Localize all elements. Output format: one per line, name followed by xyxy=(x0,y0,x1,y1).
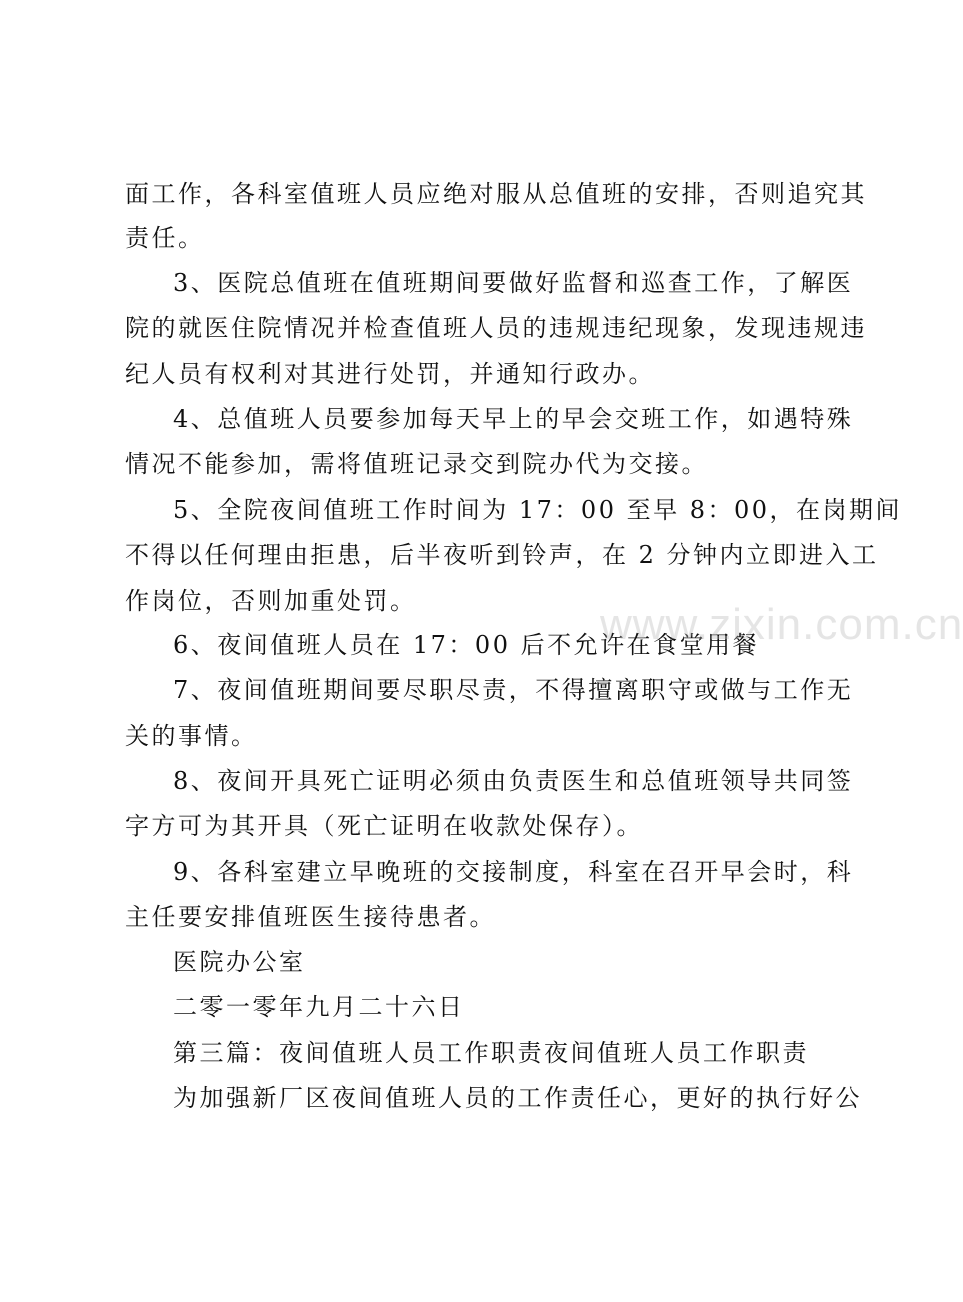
text-line: 3、医院总值班在值班期间要做好监督和巡查工作，了解医 xyxy=(173,269,854,297)
text-line: 责任。 xyxy=(125,224,205,252)
text-line: 院的就医住院情况并检查值班人员的违规违纪现象，发现违规违 xyxy=(125,314,867,342)
text-line: 面工作，各科室值班人员应绝对服从总值班的安排，否则追究其 xyxy=(125,180,867,208)
text-line: 作岗位，否则加重处罚。 xyxy=(125,587,417,615)
text-line: 关的事情。 xyxy=(125,722,258,750)
text-line: 5、全院夜间值班工作时间为 17：00 至早 8：00，在岗期间 xyxy=(173,496,903,524)
text-line: 不得以任何理由拒患，后半夜听到铃声，在 2 分钟内立即进入工 xyxy=(125,541,879,569)
text-line: 8、夜间开具死亡证明必须由负责医生和总值班领导共同签 xyxy=(173,767,854,795)
watermark: www.zixin.com.cn xyxy=(600,600,963,649)
text-line: 主任要安排值班医生接待患者。 xyxy=(125,903,496,931)
text-line: 第三篇：夜间值班人员工作职责夜间值班人员工作职责 xyxy=(173,1039,809,1067)
text-line: 7、夜间值班期间要尽职尽责，不得擅离职守或做与工作无 xyxy=(173,676,854,704)
text-line: 情况不能参加，需将值班记录交到院办代为交接。 xyxy=(125,450,708,478)
text-line: 医院办公室 xyxy=(173,948,306,976)
text-line: 字方可为其开具（死亡证明在收款处保存）。 xyxy=(125,812,643,840)
text-line: 9、各科室建立早晚班的交接制度，科室在召开早会时，科 xyxy=(173,858,854,886)
text-line: 4、总值班人员要参加每天早上的早会交班工作，如遇特殊 xyxy=(173,405,854,433)
text-line: 为加强新厂区夜间值班人员的工作责任心，更好的执行好公 xyxy=(173,1084,862,1112)
text-line: 二零一零年九月二十六日 xyxy=(173,993,465,1021)
text-line: 纪人员有权利对其进行处罚，并通知行政办。 xyxy=(125,360,655,388)
text-line: 6、夜间值班人员在 17：00 后不允许在食堂用餐 xyxy=(173,631,760,659)
